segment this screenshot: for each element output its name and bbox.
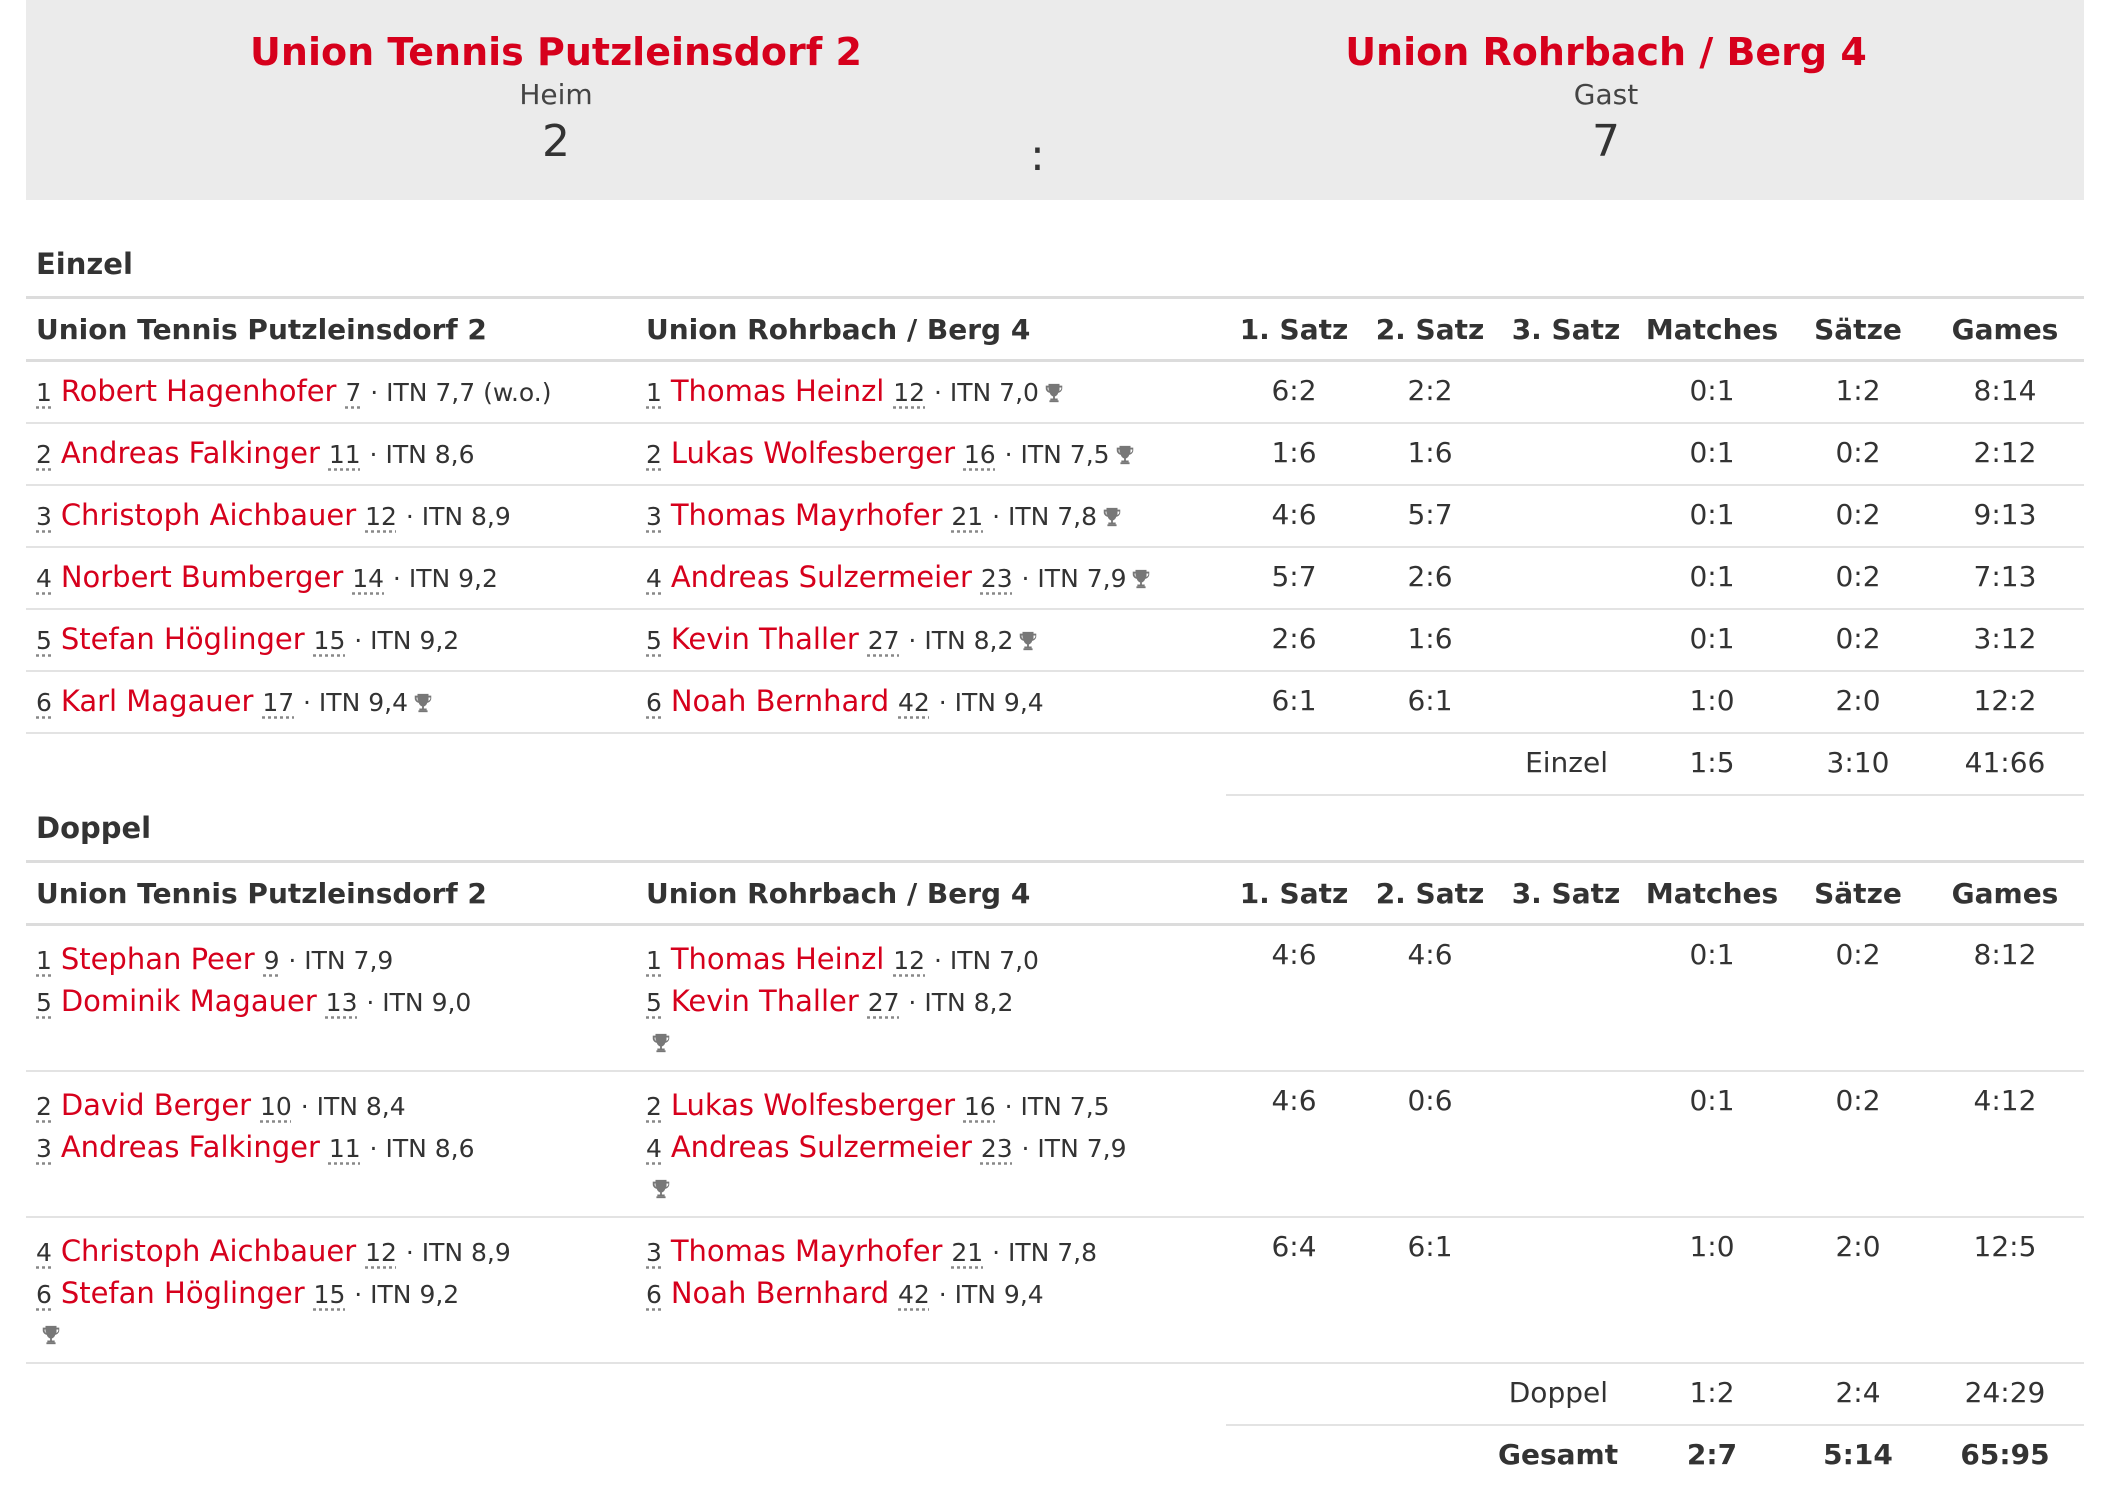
guest-player-name[interactable]: Thomas Heinzl: [670, 374, 885, 408]
doppel-section-title: Doppel: [36, 811, 152, 845]
guest-player-cell: [636, 485, 1226, 547]
guest-pair-cell: [636, 1071, 1226, 1217]
player-rank[interactable]: 9: [263, 946, 280, 975]
player-itn: · ITN 7,7 (w.o.): [370, 378, 552, 407]
score-s3: [1498, 485, 1634, 547]
player-itn: · ITN 8,6: [369, 1134, 475, 1163]
col-home-team: Union Tennis Putzleinsdorf 2: [26, 862, 636, 925]
guest-team-name[interactable]: Union Rohrbach / Berg 4: [1345, 30, 1867, 74]
score-m: 0:1: [1634, 423, 1790, 485]
guest-player-name[interactable]: Andreas Sulzermeier: [670, 1130, 972, 1164]
player-position: 6: [36, 1280, 52, 1309]
player-position: 5: [646, 626, 662, 655]
score-s3: [1498, 671, 1634, 733]
player-itn: · ITN 9,2: [354, 1280, 460, 1309]
score-sa: 2:0: [1790, 1217, 1926, 1363]
col-saetze: Sätze: [1790, 298, 1926, 361]
player-rank[interactable]: 13: [325, 988, 358, 1017]
score-s3: [1498, 423, 1634, 485]
score-g: 2:12: [1926, 423, 2084, 485]
player-rank[interactable]: 10: [260, 1092, 292, 1121]
score-sa: 0:2: [1790, 485, 1926, 547]
score-m: 1:0: [1634, 1217, 1790, 1363]
doppel-summary-row: [26, 1363, 2084, 1425]
guest-team-role: Gast: [1573, 78, 1639, 111]
guest-player-name[interactable]: Noah Bernhard: [670, 684, 890, 718]
player-position: 6: [646, 688, 662, 717]
score-s2: 1:6: [1362, 423, 1498, 485]
score-m: 0:1: [1634, 361, 1790, 424]
player-itn: · ITN 7,9: [288, 946, 394, 975]
home-player-cell: [26, 423, 636, 485]
score-g: 12:2: [1926, 671, 2084, 733]
player-itn: · ITN 7,8: [992, 1238, 1098, 1267]
player-itn: · ITN 7,8: [992, 502, 1098, 531]
total-label: Gesamt: [1498, 1438, 1619, 1471]
trophy-icon: [40, 1324, 62, 1346]
score-separator: :: [1030, 130, 1045, 181]
player-position: 3: [36, 1134, 52, 1163]
summary-saetze: 2:4: [1790, 1363, 1926, 1425]
guest-team-block: [1106, 0, 2106, 172]
player-position: 1: [646, 378, 662, 407]
player-position: 3: [646, 502, 662, 531]
home-player-cell: [26, 671, 636, 733]
einzel-section-title: Einzel: [36, 247, 133, 281]
col-matches: Matches: [1634, 298, 1790, 361]
summary-label: Einzel: [1498, 733, 1634, 795]
home-pair-cell: [26, 1217, 636, 1363]
player-position: 2: [646, 440, 662, 469]
score-s3: [1498, 361, 1634, 424]
player-position: 2: [36, 1092, 52, 1121]
player-rank[interactable]: 17: [262, 688, 295, 717]
player-position: 5: [36, 626, 52, 655]
trophy-icon: [650, 1032, 672, 1054]
player-position: 3: [646, 1238, 662, 1267]
summary-matches: 1:5: [1634, 733, 1790, 795]
guest-pair-cell: [636, 1217, 1226, 1363]
guest-player-name[interactable]: Noah Bernhard: [670, 1276, 890, 1310]
player-position: 1: [36, 378, 52, 407]
guest-player-cell: [636, 361, 1226, 424]
player-itn: · ITN 7,5: [1004, 1092, 1110, 1121]
player-itn: · ITN 8,4: [300, 1092, 406, 1121]
trophy-icon: [1101, 506, 1123, 528]
player-rank[interactable]: 23: [980, 564, 1013, 593]
col-guest-team: Union Rohrbach / Berg 4: [636, 298, 1226, 361]
home-player-cell: [26, 361, 636, 424]
player-rank[interactable]: 16: [963, 1092, 996, 1121]
player-position: 3: [36, 502, 52, 531]
home-pair-cell: [26, 925, 636, 1072]
home-player-name[interactable]: Andreas Falkinger: [60, 1130, 320, 1164]
home-player-name[interactable]: Norbert Bumberger: [60, 560, 344, 594]
score-s3: [1498, 1071, 1634, 1217]
player-rank[interactable]: 14: [352, 564, 385, 593]
player-itn: · ITN 8,6: [369, 440, 475, 469]
score-s3: [1498, 609, 1634, 671]
score-sa: 0:2: [1790, 1071, 1926, 1217]
player-itn: · ITN 9,4: [938, 688, 1044, 717]
einzel-table: [26, 296, 2084, 796]
guest-player-cell: [636, 423, 1226, 485]
guest-pair-cell: [636, 925, 1226, 1072]
guest-player-cell: [636, 547, 1226, 609]
score-s2: 1:6: [1362, 609, 1498, 671]
score-s2: 4:6: [1362, 925, 1498, 1072]
player-itn: · ITN 7,9: [1021, 564, 1127, 593]
col-set2: 2. Satz: [1362, 862, 1498, 925]
score-s1: 4:6: [1226, 485, 1362, 547]
score-m: 0:1: [1634, 925, 1790, 1072]
score-s3: [1498, 1217, 1634, 1363]
score-m: 0:1: [1634, 547, 1790, 609]
score-s3: [1498, 547, 1634, 609]
score-s2: 6:1: [1362, 1217, 1498, 1363]
einzel-header-row: [26, 298, 2084, 361]
doppel-match-row: [26, 1071, 2084, 1217]
score-m: 0:1: [1634, 485, 1790, 547]
player-rank[interactable]: 42: [898, 1280, 930, 1309]
guest-player-name[interactable]: Thomas Heinzl: [670, 942, 885, 976]
score-s2: 5:7: [1362, 485, 1498, 547]
player-itn: · ITN 7,5: [1004, 440, 1110, 469]
player-position: 6: [646, 1280, 662, 1309]
home-player-name[interactable]: Stefan Höglinger: [60, 1276, 305, 1310]
doppel-table: [26, 860, 2084, 1486]
col-set2: 2. Satz: [1362, 298, 1498, 361]
einzel-match-row: [26, 547, 2084, 609]
player-position: 4: [646, 564, 662, 593]
score-s2: 6:1: [1362, 671, 1498, 733]
guest-player-name[interactable]: Lukas Wolfesberger: [670, 436, 955, 470]
player-position: 1: [36, 946, 52, 975]
summary-label: Doppel: [1498, 1363, 1634, 1425]
trophy-icon: [1017, 630, 1039, 652]
home-player-cell: [26, 609, 636, 671]
col-games: Games: [1926, 298, 2084, 361]
score-s1: 5:7: [1226, 547, 1362, 609]
player-rank[interactable]: 12: [365, 502, 397, 531]
player-rank[interactable]: 12: [893, 946, 926, 975]
player-rank[interactable]: 16: [963, 440, 996, 469]
doppel-header-row: [26, 862, 2084, 925]
player-itn: · ITN 7,0: [934, 946, 1039, 975]
trophy-icon: [1043, 382, 1065, 404]
player-itn: · ITN 9,2: [354, 626, 460, 655]
total-matches: 2:7: [1686, 1438, 1738, 1471]
score-header: [26, 0, 2084, 200]
col-guest-team: Union Rohrbach / Berg 4: [636, 862, 1226, 925]
summary-saetze: 3:10: [1790, 733, 1926, 795]
score-s2: 2:2: [1362, 361, 1498, 424]
player-position: 2: [646, 1092, 662, 1121]
col-home-team: Union Tennis Putzleinsdorf 2: [26, 298, 636, 361]
score-s1: 6:2: [1226, 361, 1362, 424]
score-s1: 2:6: [1226, 609, 1362, 671]
player-rank[interactable]: 42: [898, 688, 930, 717]
score-s2: 2:6: [1362, 547, 1498, 609]
score-sa: 0:2: [1790, 547, 1926, 609]
guest-player-cell: [636, 671, 1226, 733]
einzel-match-row: [26, 485, 2084, 547]
total-row: [26, 1425, 2084, 1486]
player-rank[interactable]: 21: [951, 1238, 984, 1267]
trophy-icon: [412, 692, 434, 714]
player-position: 5: [36, 988, 52, 1017]
player-itn: · ITN 8,9: [405, 502, 511, 531]
score-m: 1:0: [1634, 671, 1790, 733]
col-set1: 1. Satz: [1226, 298, 1362, 361]
player-position: 1: [646, 946, 662, 975]
home-player-name[interactable]: Dominik Magauer: [60, 984, 317, 1018]
einzel-match-row: [26, 609, 2084, 671]
player-rank[interactable]: 23: [980, 1134, 1013, 1163]
player-rank[interactable]: 15: [313, 626, 346, 655]
score-sa: 0:2: [1790, 925, 1926, 1072]
score-s1: 1:6: [1226, 423, 1362, 485]
home-player-name[interactable]: Christoph Aichbauer: [60, 498, 357, 532]
home-player-name[interactable]: Stefan Höglinger: [60, 622, 305, 656]
home-team-name[interactable]: Union Tennis Putzleinsdorf 2: [250, 30, 862, 74]
col-matches: Matches: [1634, 862, 1790, 925]
player-rank[interactable]: 12: [893, 378, 926, 407]
col-games: Games: [1926, 862, 2084, 925]
player-itn: · ITN 9,4: [938, 1280, 1044, 1309]
player-rank[interactable]: 7: [345, 378, 362, 407]
home-player-name[interactable]: Robert Hagenhofer: [60, 374, 337, 408]
einzel-match-row: [26, 423, 2084, 485]
einzel-summary-row: [26, 733, 2084, 795]
col-saetze: Sätze: [1790, 862, 1926, 925]
doppel-match-row: [26, 925, 2084, 1072]
col-set1: 1. Satz: [1226, 862, 1362, 925]
summary-games: 41:66: [1926, 733, 2084, 795]
score-s2: 0:6: [1362, 1071, 1498, 1217]
player-position: 4: [36, 564, 52, 593]
player-rank[interactable]: 15: [313, 1280, 346, 1309]
score-g: 8:12: [1926, 925, 2084, 1072]
player-itn: · ITN 9,4: [303, 688, 408, 717]
home-team-role: Heim: [519, 78, 593, 111]
player-itn: · ITN 8,2: [908, 626, 1014, 655]
col-set3: 3. Satz: [1498, 862, 1634, 925]
score-g: 3:12: [1926, 609, 2084, 671]
trophy-icon: [1114, 444, 1136, 466]
home-player-name[interactable]: Christoph Aichbauer: [60, 1234, 357, 1268]
score-g: 8:14: [1926, 361, 2084, 424]
score-g: 9:13: [1926, 485, 2084, 547]
score-s3: [1498, 925, 1634, 1072]
player-rank[interactable]: 11: [328, 1134, 361, 1163]
home-player-name[interactable]: Stephan Peer: [60, 942, 255, 976]
player-itn: · ITN 9,2: [392, 564, 498, 593]
guest-player-name[interactable]: Kevin Thaller: [670, 622, 859, 656]
einzel-match-row: [26, 671, 2084, 733]
player-position: 6: [36, 688, 52, 717]
home-player-name[interactable]: Andreas Falkinger: [60, 436, 320, 470]
einzel-match-row: [26, 361, 2084, 424]
guest-team-score: 7: [1592, 116, 1620, 167]
player-itn: · ITN 7,0: [934, 378, 1039, 407]
score-s1: 6:1: [1226, 671, 1362, 733]
home-player-cell: [26, 485, 636, 547]
doppel-match-row: [26, 1217, 2084, 1363]
home-player-name[interactable]: Karl Magauer: [60, 684, 254, 718]
score-s1: 6:4: [1226, 1217, 1362, 1363]
guest-player-name[interactable]: Lukas Wolfesberger: [670, 1088, 955, 1122]
home-player-name[interactable]: David Berger: [60, 1088, 252, 1122]
trophy-icon: [1130, 568, 1152, 590]
match-report: [26, 0, 2084, 1486]
score-g: 4:12: [1926, 1071, 2084, 1217]
total-games: 65:95: [1960, 1438, 2050, 1471]
score-g: 12:5: [1926, 1217, 2084, 1363]
guest-player-name[interactable]: Kevin Thaller: [670, 984, 859, 1018]
home-pair-cell: [26, 1071, 636, 1217]
player-itn: · ITN 9,0: [366, 988, 472, 1017]
score-s1: 4:6: [1226, 1071, 1362, 1217]
col-set3: 3. Satz: [1498, 298, 1634, 361]
player-rank[interactable]: 21: [951, 502, 984, 531]
guest-player-name[interactable]: Thomas Mayrhofer: [670, 1234, 943, 1268]
guest-player-name[interactable]: Thomas Mayrhofer: [670, 498, 943, 532]
player-position: 5: [646, 988, 662, 1017]
total-saetze: 5:14: [1823, 1438, 1893, 1471]
home-team-score: 2: [542, 116, 570, 167]
score-m: 0:1: [1634, 1071, 1790, 1217]
score-sa: 1:2: [1790, 361, 1926, 424]
guest-player-cell: [636, 609, 1226, 671]
guest-player-name[interactable]: Andreas Sulzermeier: [670, 560, 972, 594]
player-rank[interactable]: 27: [867, 626, 900, 655]
home-team-block: [56, 0, 1056, 172]
player-itn: · ITN 8,2: [908, 988, 1014, 1017]
player-rank[interactable]: 27: [867, 988, 900, 1017]
score-m: 0:1: [1634, 609, 1790, 671]
score-g: 7:13: [1926, 547, 2084, 609]
player-rank[interactable]: 11: [328, 440, 361, 469]
player-itn: · ITN 7,9: [1021, 1134, 1127, 1163]
player-position: 4: [646, 1134, 662, 1163]
trophy-icon: [650, 1178, 672, 1200]
player-position: 2: [36, 440, 52, 469]
score-sa: 0:2: [1790, 423, 1926, 485]
player-position: 4: [36, 1238, 52, 1267]
score-s1: 4:6: [1226, 925, 1362, 1072]
summary-games: 24:29: [1926, 1363, 2084, 1425]
summary-matches: 1:2: [1634, 1363, 1790, 1425]
score-sa: 2:0: [1790, 671, 1926, 733]
score-sa: 0:2: [1790, 609, 1926, 671]
player-rank[interactable]: 12: [365, 1238, 397, 1267]
home-player-cell: [26, 547, 636, 609]
player-itn: · ITN 8,9: [405, 1238, 511, 1267]
